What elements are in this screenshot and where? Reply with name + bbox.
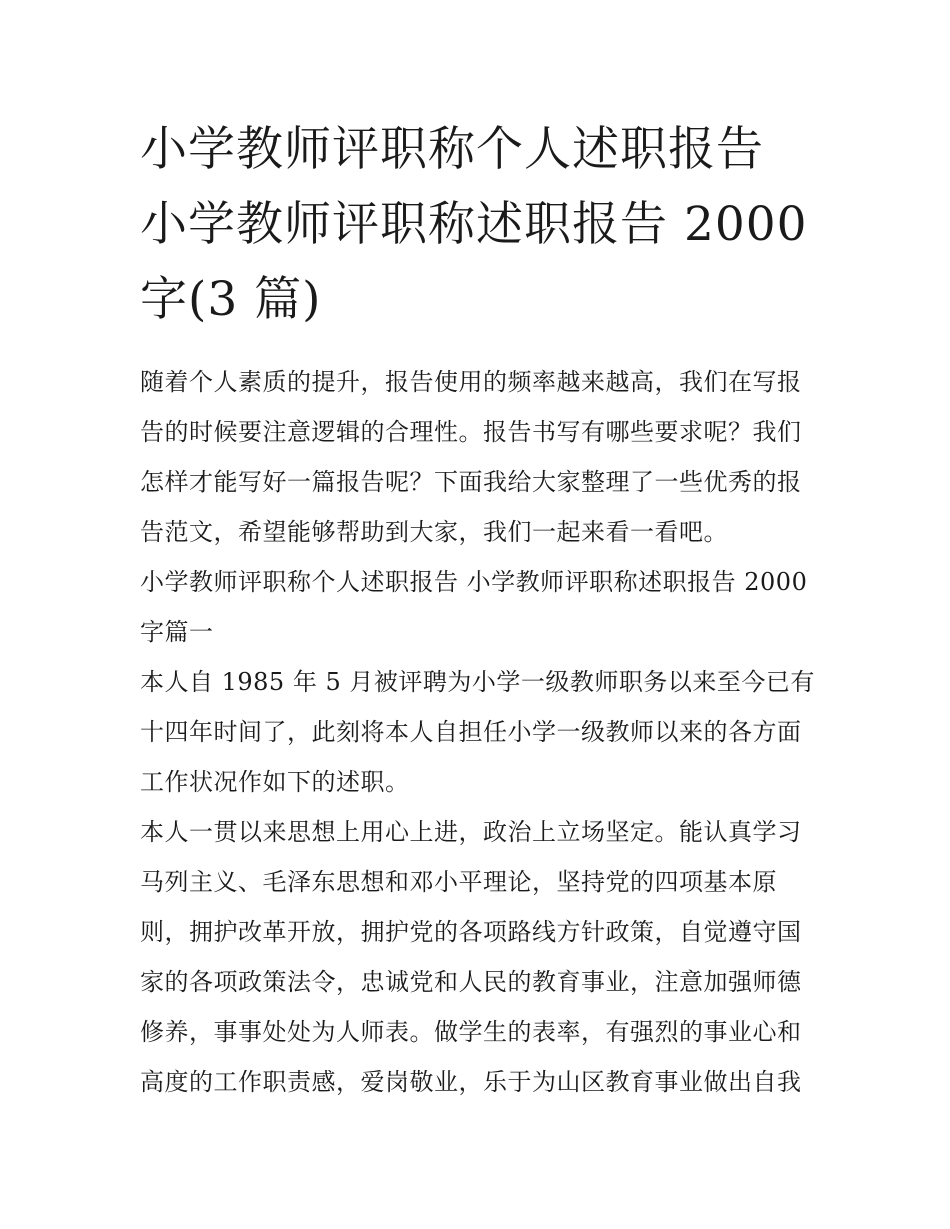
document-page (140, 112, 815, 1107)
text-line: 本人一贯以来思想上用心上进，政治上立场坚定。能认真学习 (140, 818, 802, 846)
title-line-1: 小学教师评职称个人述职报告 (140, 122, 764, 177)
title-line-3: 字(3 篇) (140, 272, 322, 327)
title-line-2: 小学教师评职称述职报告 2000 (140, 197, 808, 252)
text-line: 十四年时间了，此刻将本人自担任小学一级教师以来的各方面 (140, 718, 802, 746)
text-line: 字篇一 (140, 618, 214, 646)
text-line: 则，拥护改革开放，拥护党的各项路线方针政策，自觉遵守国 (140, 918, 802, 946)
section-heading (140, 557, 815, 657)
text-line: 家的各项政策法令，忠诚党和人民的教育事业，注意加强师德 (140, 968, 802, 996)
text-line: 小学教师评职称个人述职报告 小学教师评职称述职报告 2000 (140, 568, 808, 596)
intro-paragraph (140, 357, 815, 557)
text-line: 马列主义、毛泽东思想和邓小平理论，坚持党的四项基本原 (140, 868, 777, 896)
text-line: 本人自 1985 年 5 月被评聘为小学一级教师职务以来至今已有 (140, 668, 815, 696)
text-line: 工作状况作如下的述职。 (140, 768, 410, 796)
text-line: 告的时候要注意逻辑的合理性。报告书写有哪些要求呢？我们 (140, 418, 802, 446)
body-paragraph (140, 657, 815, 807)
text-line: 告范文，希望能够帮助到大家，我们一起来看一看吧。 (140, 518, 728, 546)
body-paragraph (140, 807, 815, 1107)
text-line: 高度的工作职责感，爱岗敬业，乐于为山区教育事业做出自我 (140, 1068, 802, 1096)
text-line: 怎样才能写好一篇报告呢？下面我给大家整理了一些优秀的报 (140, 468, 802, 496)
document-body (140, 357, 815, 1107)
document-title (140, 112, 815, 337)
text-line: 随着个人素质的提升，报告使用的频率越来越高，我们在写报 (140, 368, 802, 396)
text-line: 修养，事事处处为人师表。做学生的表率，有强烈的事业心和 (140, 1018, 802, 1046)
